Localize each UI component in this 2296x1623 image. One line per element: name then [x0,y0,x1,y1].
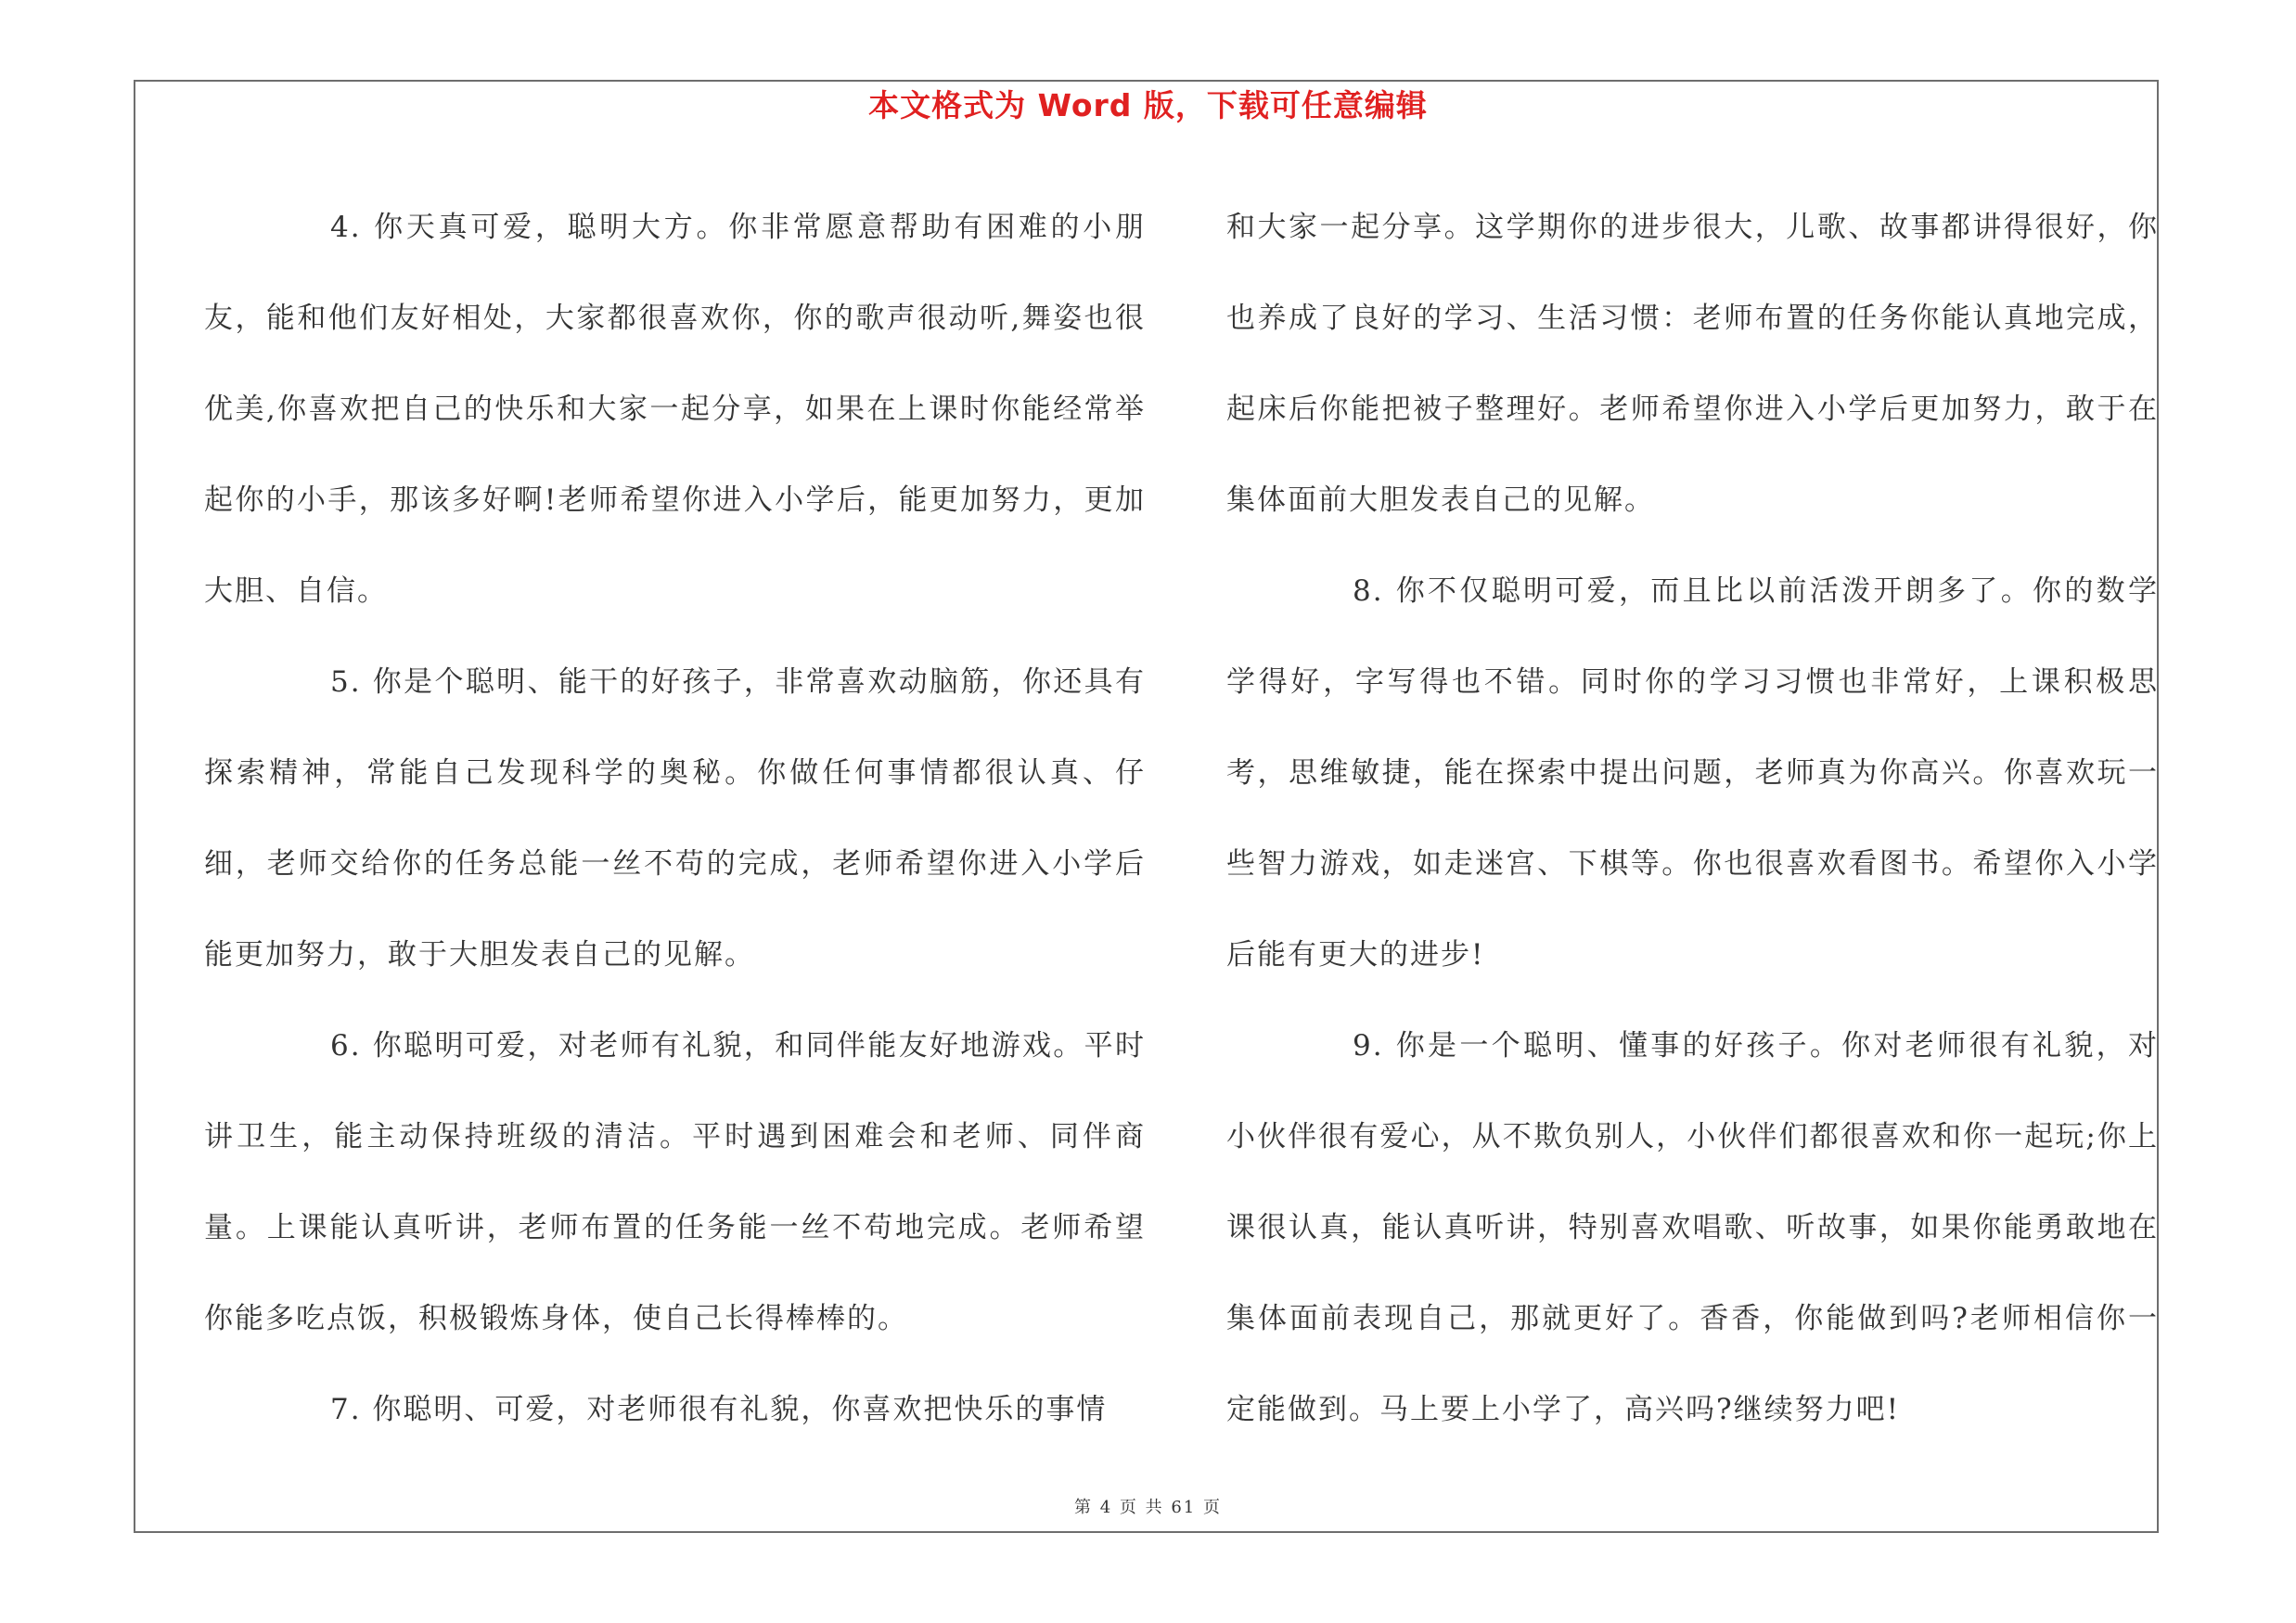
document-header [0,82,2296,125]
paragraph-7-continuation: 和大家一起分享。这学期你的进步很大，儿歌、故事都讲得很好，你也养成了良好的学习、生活习惯：老师布置的任务你能认真地完成，起床后你能把被子整理好。老师希望你进入小学后更加努力，敢于在集体面前大胆发表自己的见解。 [1226,211,2159,517]
paragraph-8: 8. 你不仅聪明可爱，而且比以前活泼开朗多了。你的数学学得好，字写得也不错。同时你的学习习惯也非常好，上课积极思考，思维敏捷，能在探索中提出问题，老师真为你高兴。你喜欢玩一些智力游戏，如走迷宫、下棋等。你也很喜欢看图书。希望你入小学后能有更大的进步! [1226,574,2159,972]
left-column [204,182,1146,1455]
paragraph-9: 9. 你是一个聪明、懂事的好孩子。你对老师很有礼貌，对小伙伴很有爱心，从不欺负别人，小伙伴们都很喜欢和你一起玩;你上课很认真，能认真听讲，特别喜欢唱歌、听故事，如果你能勇敢地在集体面前表现自己，那就更好了。香香，你能做到吗?老师相信你一定能做到。马上要上小学了，高兴吗?继续努力吧! [1226,1029,2159,1426]
header-text: 本文格式为 Word 版，下载可任意编辑 [868,87,1428,123]
page-number-footer [0,1494,2296,1518]
paragraph-5: 5. 你是个聪明、能干的好孩子，非常喜欢动脑筋，你还具有探索精神，常能自己发现科学的奥秘。你做任何事情都很认真、仔细，老师交给你的任务总能一丝不苟的完成，老师希望你进入小学后能更加努力，敢于大胆发表自己的见解。 [204,665,1146,972]
page-number-text: 第 4 页 共 61 页 [1074,1498,1222,1517]
paragraph-4: 4. 你天真可爱，聪明大方。你非常愿意帮助有困难的小朋友，能和他们友好相处，大家都很喜欢你，你的歌声很动听,舞姿也很优美,你喜欢把自己的快乐和大家一起分享，如果在上课时你能经常举起你的小手，那该多好啊!老师希望你进入小学后，能更加努力，更加大胆、自信。 [204,211,1146,608]
paragraph-6: 6. 你聪明可爱，对老师有礼貌，和同伴能友好地游戏。平时讲卫生，能主动保持班级的清洁。平时遇到困难会和老师、同伴商量。上课能认真听讲，老师布置的任务能一丝不苟地完成。老师希望你能多吃点饭，积极锻炼身体，使自己长得棒棒的。 [204,1029,1146,1335]
right-column [1226,182,2159,1455]
paragraph-7-start: 7. 你聪明、可爱，对老师很有礼貌，你喜欢把快乐的事情 [330,1393,1108,1426]
